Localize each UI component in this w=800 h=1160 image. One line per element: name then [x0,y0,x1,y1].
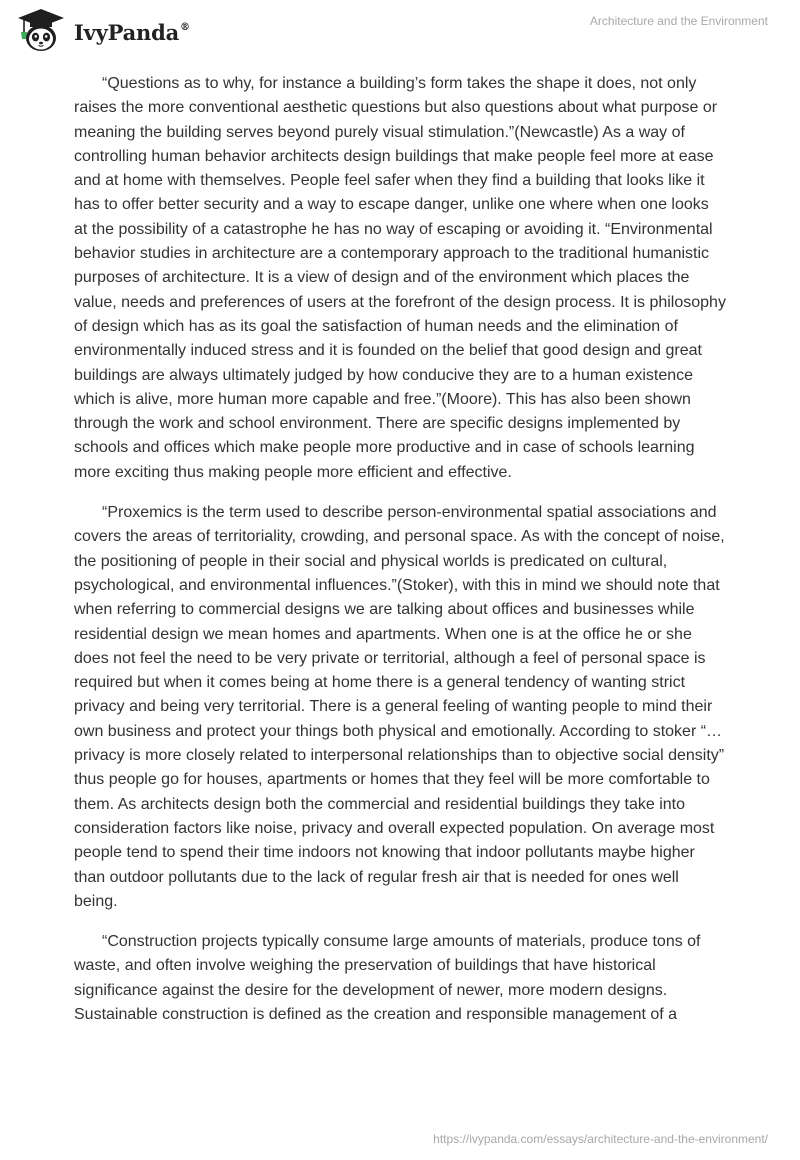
brand-name: IvyPanda® [74,19,190,45]
essay-paragraph: “Proxemics is the term used to describe person-environmental spatial associations and covers the areas of territoriality, crowding, and personal space. As with the concept of noise, the positioning of people in their social and physical worlds is predicated on cultural, psychological, and environmental influences.”(Stoker), with this in mind we should note that when referring to commercial designs we are talking about offices and businesses while residential design we mean homes and apartments. When one is at the office he or she does not feel the need to be very private or territorial, although a feel of personal space is required but when it comes being at home there is a general tendency of wanting strict privacy and being very territorial. There is a general feeling of wanting people to mind their own business and protect your things both physical and emotionally. According to stoker “…privacy is more closely related to interpersonal relationships than to objective social density” thus people go for houses, apartments or homes that they feel will be more comfortable to them. As architects design both the commercial and residential buildings they take into consideration factors like noise, privacy and overall expected population. On average most people tend to spend their time indoors not knowing that indoor pollutants maybe higher than outdoor pollutants due to the lack of regular fresh air that is needed for ones well being. [74,504,725,910]
brand-logo[interactable] [16,8,190,54]
essay-paragraph: “Construction projects typically consume large amounts of materials, produce tons of waste, and often involve weighing the preservation of buildings that have historical significance against the desire for the development of newer, more modern designs. Sustainable construction is defined as the creation and responsible management of a [74,933,701,1023]
essay-body [74,72,726,1043]
panda-graduate-icon [16,8,66,54]
document-title: Architecture and the Environment [589,14,768,28]
source-url[interactable]: https://ivypanda.com/essays/architecture-and-the-environment/ [433,1132,768,1146]
essay-paragraph: “Questions as to why, for instance a building’s form takes the shape it does, not only raises the more conventional aesthetic questions but also questions about what purpose or meaning the building serves beyond purely visual stimulation.”(Newcastle) As a way of controlling human behavior architects design buildings that make people feel more at ease and at home with themselves. People feel safer when they find a building that looks like it has to offer better security and a way to escape danger, unlike one where when one looks at the possibility of a catastrophe he has no way of escaping or avoiding it. “Environmental behavior studies in architecture are a contemporary approach to the traditional humanistic purposes of architecture. It is a view of design and of the environment which places the value, needs and preferences of users at the forefront of the design process. It is philosophy of design which has as its goal the satisfaction of human needs and the elimination of environmentally induced stress and it is founded on the belief that good design and great buildings are always ultimately judged by how conducive they are to a human existence which is alive, more human more capable and free.”(Moore). This has also been shown through the work and school environment. There are specific designs implemented by schools and offices which make people more productive and in case of schools learning more exciting thus making people more efficient and effective. [74,75,726,481]
page-header [0,0,800,60]
